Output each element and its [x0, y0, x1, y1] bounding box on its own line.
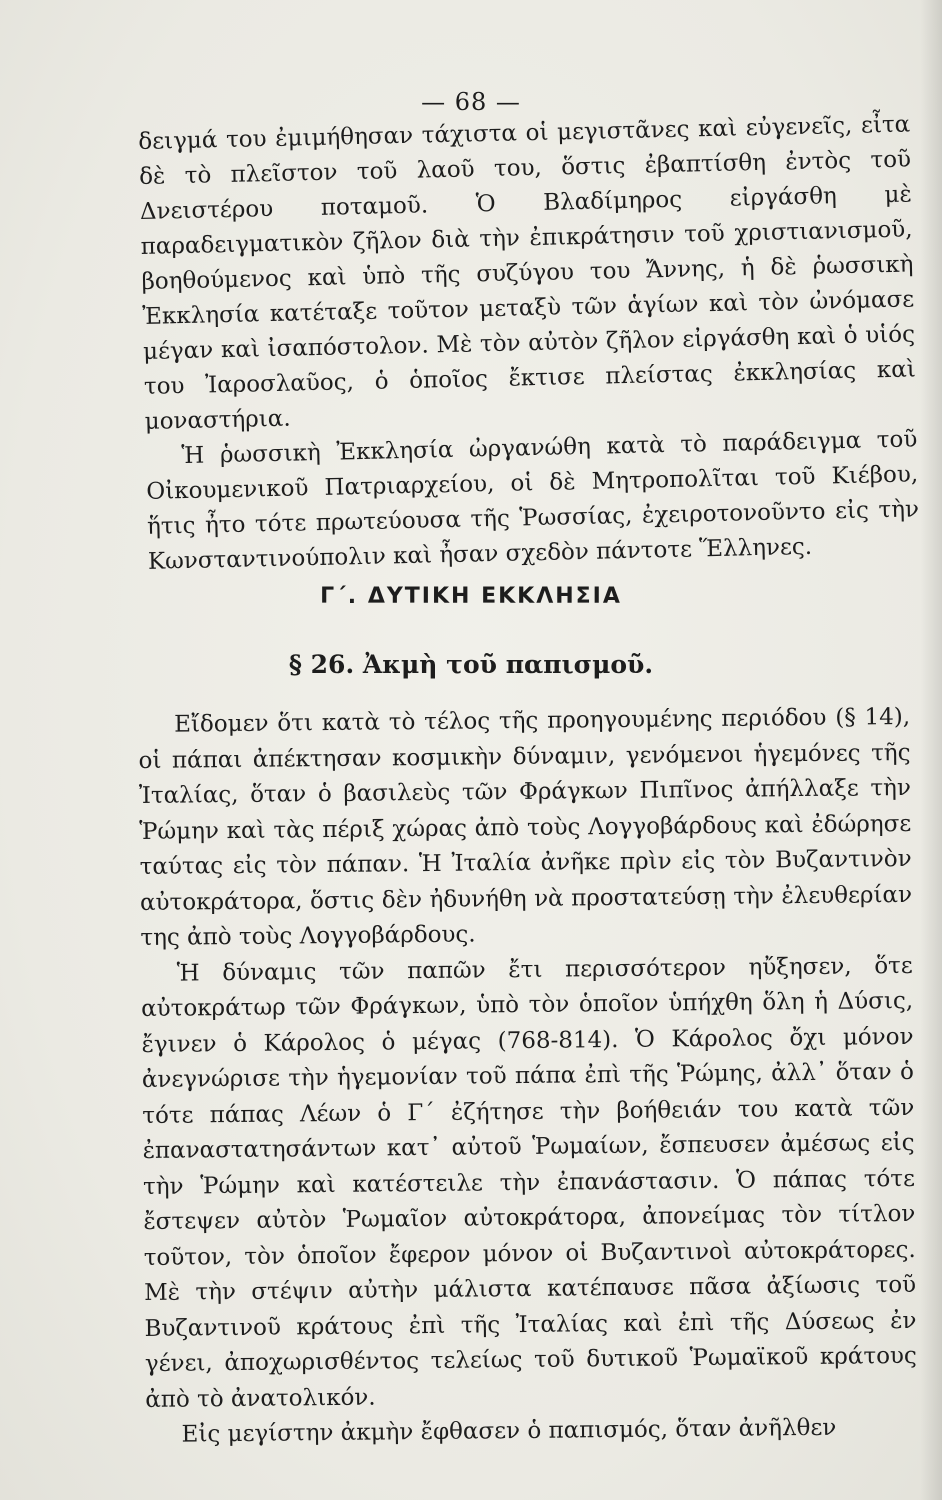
paragraph: Ἡ ῥωσσικὴ Ἐκκλησία ὠργανώθη κατὰ τὸ παράδειγμα τοῦ Οἰκουμενικοῦ Πατριαρχείου, οἱ δὲ Μητροπολῖται τοῦ Κιέβου, ἥτις ἦτο τότε πρωτεύουσα τῆς Ῥωσσίας, ἐχειροτονοῦντο εἰς τὴν Κωνσταντινούπολιν καὶ ἦσαν σχεδὸν πάντοτε Ἕλληνες.	[146, 426, 920, 575]
text-block-top	[138, 107, 920, 579]
page-number: — 68 —	[421, 88, 521, 116]
paragraph: Εἰς μεγίστην ἀκμὴν ἔφθασεν ὁ παπισμός, ὅταν ἀνῆλθεν	[181, 1414, 837, 1448]
section-heading: Γ΄. ΔΥΤΙΚΗ ΕΚΚΛΗΣΙΑ	[320, 584, 622, 609]
paragraph: Ἡ δύναμις τῶν παπῶν ἔτι περισσότερον ηὔξησεν, ὅτε αὐτοκράτωρ τῶν Φράγκων, ὑπὸ τὸν ὁποῖον ὑπήχθη ὅλη ἡ Δύσις, ἔγινεν ὁ Κάρολος ὁ μέγας (768-814). Ὁ Κάρολος ὄχι μόνον ἀνεγνώρισε τὴν ἡγεμονίαν τοῦ πάπα ἐπὶ τῆς Ῥώμης, ἀλλ᾽ ὅταν ὁ τότε πάπας Λέων ὁ Γ΄ ἐζήτησε τὴν βοήθειάν του κατὰ τῶν ἐπαναστατησάντων κατ᾽ αὐτοῦ Ῥωμαίων, ἔσπευσεν ἀμέσως εἰς τὴν Ῥώμην καὶ κατέστειλε τὴν ἐπανάστασιν. Ὁ πάπας τότε ἔστεψεν αὐτὸν Ῥωμαῖον αὐτοκράτορα, ἀπονείμας τὸν τίτλον τοῦτον, τὸν ὁποῖον ἔφερον μόνον οἱ Βυζαντινοὶ αὐτοκράτορες. Μὲ τὴν στέψιν αὐτὴν μάλιστα κατέπαυσε πᾶσα ἀξίωσις τοῦ Βυζαντινοῦ κράτους ἐπὶ τῆς Ἰταλίας καὶ ἐπὶ τῆς Δύσεως ἐν γένει, ἀποχωρισθέντος τελείως τοῦ δυτικοῦ Ῥωμαϊκοῦ κράτους ἀπὸ τὸ ἀνατολικόν.	[141, 952, 917, 1413]
paragraph: δειγμά του ἐμιμήθησαν τάχιστα οἱ μεγιστᾶνες καὶ εὐγενεῖς, εἶτα δὲ τὸ πλεῖστον τοῦ λαοῦ του, ὅστις ἐβαπτίσθη ἐντὸς τοῦ Δνειστέρου ποταμοῦ. Ὁ Βλαδίμηρος εἰργάσθη μὲ παραδειγματικὸν ζῆλον διὰ τὴν ἐπικράτησιν τοῦ χριστιανισμοῦ, βοηθούμενος καὶ ὑπὸ τῆς συζύγου του Ἄννης, ἡ δὲ ῥωσσικὴ Ἐκκλησία κατέταξε τοῦτον μεταξὺ τῶν ἁγίων καὶ τὸν ὠνόμασε μέγαν καὶ ἰσαπόστολον. Μὲ τὸν αὐτὸν ζῆλον εἰργάσθη καὶ ὁ υἱός του Ἰαροσλαῦος, ὁ ὁποῖος ἔκτισε πλείστας ἐκκλησίας καὶ μοναστήρια.	[138, 111, 917, 435]
paragraph: Εἴδομεν ὅτι κατὰ τὸ τέλος τῆς προηγουμένης περιόδου (§ 14), οἱ πάπαι ἀπέκτησαν κοσμικὴν δύναμιν, γενόμενοι ἡγεμόνες τῆς Ἰταλίας, ὅταν ὁ βασιλεὺς τῶν Φράγκων Πιπῖνος ἀπήλλαξε τὴν Ῥώμην καὶ τὰς πέριξ χώρας ἀπὸ τοὺς Λογγοβάρδους καὶ ἐδώρησε ταύτας εἰς τὸν πάπαν. Ἡ Ἰταλία ἀνῆκε πρὶν εἰς τὸν Βυζαντινὸν αὐτοκράτορα, ὅστις δὲν ἠδυνήθη νὰ προστατεύσῃ τὴν ἐλευθερίαν της ἀπὸ τοὺς Λογγοβάρδους.	[138, 703, 913, 951]
text-block-bottom	[138, 700, 918, 1454]
page-edge-shadow	[920, 0, 942, 1500]
subsection-heading: § 26. Ἀκμὴ τοῦ παπισμοῦ.	[288, 650, 654, 679]
